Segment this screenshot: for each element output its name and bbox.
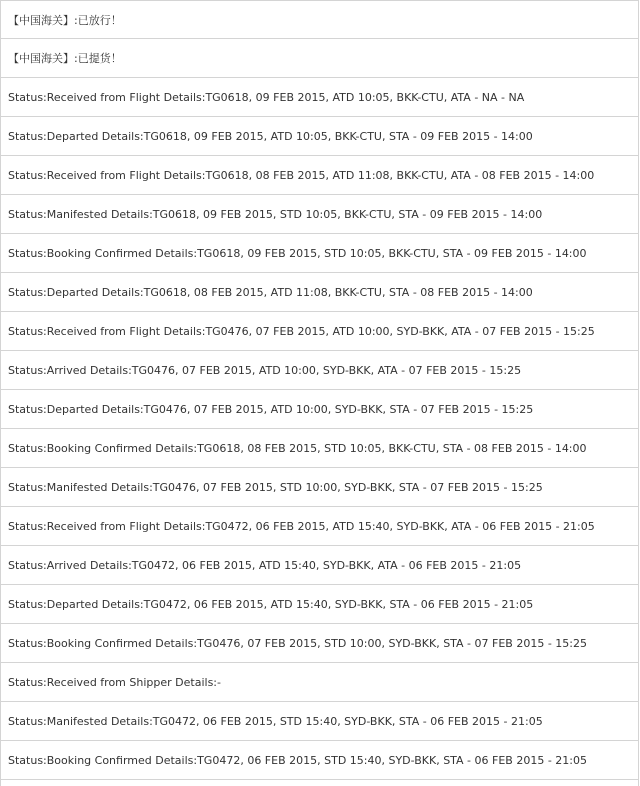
tracking-row-text: Status:Booking Confirmed Details:TG0476, 07 FEB 2015, STD 10:00, SYD-BKK, STA - 07 FEB 2015 - 15:25 <box>8 636 587 650</box>
tracking-row-text: Status:Manifested Details:TG0476, 07 FEB 2015, STD 10:00, SYD-BKK, STA - 07 FEB 2015 - 15:25 <box>8 480 543 494</box>
tracking-row <box>1 39 638 78</box>
tracking-row-text: Status:Departed Details:TG0472, 06 FEB 2015, ATD 15:40, SYD-BKK, STA - 06 FEB 2015 - 21:05 <box>8 597 534 611</box>
tracking-row <box>1 0 638 39</box>
tracking-row <box>1 156 638 195</box>
tracking-row <box>1 741 638 780</box>
tracking-row <box>1 117 638 156</box>
tracking-row <box>1 273 638 312</box>
tracking-row <box>1 507 638 546</box>
tracking-row <box>1 429 638 468</box>
tracking-row <box>1 195 638 234</box>
tracking-row-text: Status:Departed Details:TG0476, 07 FEB 2015, ATD 10:00, SYD-BKK, STA - 07 FEB 2015 - 15:25 <box>8 402 534 416</box>
tracking-row-text: 【中国海关】:已提货！ <box>8 52 122 65</box>
tracking-row-text: Status:Manifested Details:TG0472, 06 FEB 2015, STD 15:40, SYD-BKK, STA - 06 FEB 2015 - 21:05 <box>8 714 543 728</box>
tracking-row <box>1 234 638 273</box>
tracking-row-text: Status:Received from Shipper Details:- <box>8 675 221 689</box>
tracking-row <box>1 78 638 117</box>
tracking-row-text: Status:Booking Confirmed Details:TG0618, 08 FEB 2015, STD 10:05, BKK-CTU, STA - 08 FEB 2015 - 14:00 <box>8 441 587 455</box>
tracking-row <box>1 390 638 429</box>
tracking-row <box>1 312 638 351</box>
tracking-row-text: Status:Arrived Details:TG0476, 07 FEB 2015, ATD 10:00, SYD-BKK, ATA - 07 FEB 2015 - 15:25 <box>8 363 522 377</box>
tracking-row-text: Status:Received from Flight Details:TG0618, 09 FEB 2015, ATD 10:05, BKK-CTU, ATA - NA - NA <box>8 90 525 104</box>
tracking-row-text: 【中国海关】:已放行！ <box>8 13 122 27</box>
tracking-row <box>1 624 638 663</box>
tracking-row <box>1 351 638 390</box>
tracking-row <box>1 585 638 624</box>
tracking-row <box>1 546 638 585</box>
tracking-row-text: Status:Manifested Details:TG0618, 09 FEB 2015, STD 10:05, BKK-CTU, STA - 09 FEB 2015 - 14:00 <box>8 207 543 221</box>
tracking-row-text: Status:Departed Details:TG0618, 09 FEB 2015, ATD 10:05, BKK-CTU, STA - 09 FEB 2015 - 14:00 <box>8 129 533 143</box>
tracking-row-text: Status:Booking Confirmed Details:TG0472, 06 FEB 2015, STD 15:40, SYD-BKK, STA - 06 FEB 2015 - 21:05 <box>8 753 587 767</box>
tracking-row-text: Status:Received from Flight Details:TG0476, 07 FEB 2015, ATD 10:00, SYD-BKK, ATA - 07 FEB 2015 - 15:25 <box>8 324 595 338</box>
tracking-row-text: Status:Received from Flight Details:TG0472, 06 FEB 2015, ATD 15:40, SYD-BKK, ATA - 06 FEB 2015 - 21:05 <box>8 519 595 533</box>
tracking-row-text: Status:Received from Flight Details:TG0618, 08 FEB 2015, ATD 11:08, BKK-CTU, ATA - 08 FEB 2015 - 14:00 <box>8 168 595 182</box>
tracking-row-text: Status:Booking Confirmed Details:TG0618, 09 FEB 2015, STD 10:05, BKK-CTU, STA - 09 FEB 2015 - 14:00 <box>8 246 587 260</box>
tracking-row <box>1 663 638 702</box>
tracking-row-text: Status:Departed Details:TG0618, 08 FEB 2015, ATD 11:08, BKK-CTU, STA - 08 FEB 2015 - 14:00 <box>8 285 533 299</box>
tracking-row-text: Status:Arrived Details:TG0472, 06 FEB 2015, ATD 15:40, SYD-BKK, ATA - 06 FEB 2015 - 21:05 <box>8 558 522 572</box>
tracking-row <box>1 468 638 507</box>
tracking-row <box>1 702 638 741</box>
